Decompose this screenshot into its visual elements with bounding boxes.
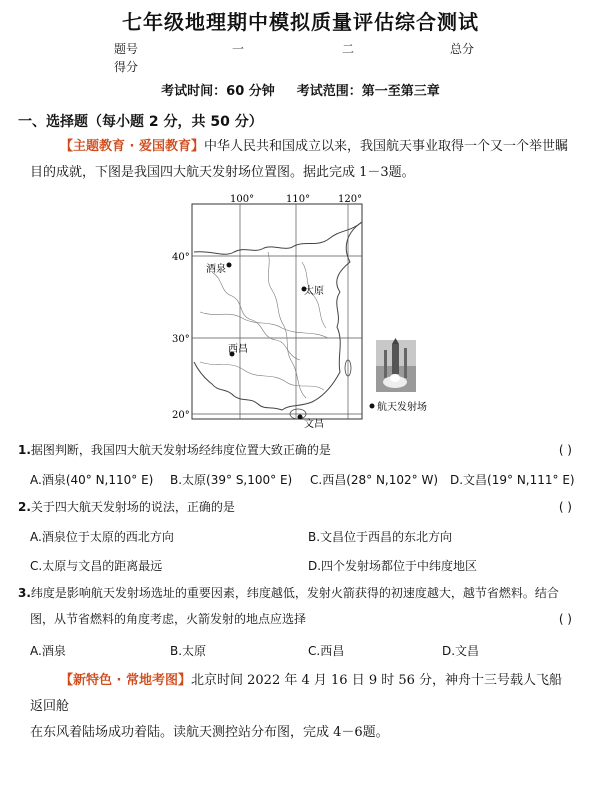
legend-label: 航天发射场: [377, 402, 427, 413]
site-label-taiyuan: 太原: [304, 286, 324, 297]
province-line-3: [200, 312, 328, 338]
page-title: 七年级地理期中模拟质量评估综合测试: [122, 10, 479, 34]
lon-label-120: 120°: [338, 194, 363, 205]
q3-option-d[interactable]: D.文昌: [442, 644, 480, 658]
intro2-line-1: [30, 668, 570, 720]
exam-info: [0, 80, 601, 99]
question-3: [18, 580, 578, 632]
q2-option-d[interactable]: D.四个发射场都位于中纬度地区: [308, 559, 478, 573]
theme-tag: 【主题教育 · 爱国教育】: [60, 139, 204, 154]
question-3-number: 3.: [18, 586, 31, 600]
intro2-text-1: 北京时间 2022 年 4 月 16 日 9 时 56 分，神舟十三号载人飞船返回舱: [30, 673, 563, 714]
question-1-number: 1.: [18, 443, 31, 457]
question-2-number: 2.: [18, 500, 31, 514]
question-2-answer-bracket: ( ): [558, 500, 572, 514]
lat-label-20: 20°: [172, 410, 190, 421]
q2-option-a[interactable]: A.酒泉位于太原的西北方向: [30, 530, 174, 544]
intro-paragraph-1: [30, 134, 570, 186]
site-label-wenchang: 文昌: [304, 419, 324, 430]
site-label-xichang: 西昌: [228, 344, 248, 355]
q1-option-c[interactable]: C.西昌(28° N,102° W): [310, 473, 439, 487]
score-cell-part1: 一: [232, 42, 245, 56]
q1-option-d[interactable]: D.文昌(19° N,111° E): [450, 473, 575, 487]
intro-text-1: 中华人民共和国成立以来，我国航天事业取得一个又一个举世瞩: [204, 139, 569, 154]
question-3-text: 纬度是影响航天发射场选址的重要因素，纬度越低，发射火箭获得的初速度越大，越节省燃料。结合: [30, 586, 559, 600]
site-marker-jiuquan: [227, 263, 232, 268]
q3-option-b[interactable]: B.太原: [170, 644, 207, 658]
lat-label-40: 40°: [172, 252, 190, 263]
question-1-answer-bracket: ( ): [558, 443, 572, 457]
site-label-jiuquan: 酒泉: [206, 264, 226, 275]
lat-label-30: 30°: [172, 334, 190, 345]
question-3-text-cont: 图，从节省燃料的角度考虑，火箭发射的地点应选择: [30, 612, 307, 626]
intro-line-1: [30, 134, 570, 160]
score-cell-total: 总分: [450, 42, 475, 56]
question-1-text: 据图判断，我国四大航天发射场经纬度位置大致正确的是: [30, 443, 331, 457]
score-cell-part2: 二: [342, 42, 355, 56]
province-line-4: [200, 362, 324, 390]
exam-scope: 考试范围：第一至第三章: [296, 84, 440, 99]
question-2-text: 关于四大航天发射场的说法，正确的是: [30, 500, 235, 514]
question-3-answer-bracket: ( ): [558, 612, 572, 626]
map-svg: [172, 192, 434, 430]
northern-border: [194, 222, 362, 254]
section-heading: 一、选择题（每小题 2 分，共 50 分）: [18, 114, 263, 130]
score-cell-label: 题号: [114, 42, 139, 56]
question-1: [18, 437, 578, 463]
intro-line-2: 目的成就，下图是我国四大航天发射场位置图。据此完成 1－3题。: [30, 165, 415, 180]
q2-option-b[interactable]: B.文昌位于西昌的东北方向: [308, 530, 453, 544]
intro-paragraph-2: [30, 668, 570, 746]
q3-option-a[interactable]: A.酒泉: [30, 644, 66, 658]
exam-time: 考试时间：60 分钟: [161, 84, 275, 99]
feature-tag: 【新特色 · 常地考图】: [60, 673, 191, 688]
lon-label-110: 110°: [286, 194, 311, 205]
launch-site-map: [172, 192, 434, 430]
lon-label-100: 100°: [230, 194, 255, 205]
q3-option-c[interactable]: C.西昌: [308, 644, 345, 658]
site-marker-wenchang: [298, 415, 303, 420]
rocket-photo: [376, 338, 416, 392]
coastline: [194, 222, 362, 410]
q1-option-a[interactable]: A.酒泉(40° N,110° E): [30, 473, 154, 487]
legend-marker: [370, 404, 375, 409]
q2-option-c[interactable]: C.太原与文昌的距离最远: [30, 559, 163, 573]
intro2-line-2: 在东风着陆场成功着陆。读航天测控站分布图，完成 4－6题。: [30, 725, 389, 740]
q1-option-b[interactable]: B.太原(39° S,100° E): [170, 473, 293, 487]
map-frame: [192, 204, 362, 419]
province-line-1: [212, 272, 300, 360]
score-row-label: 得分: [114, 60, 139, 74]
question-2: [18, 494, 578, 520]
